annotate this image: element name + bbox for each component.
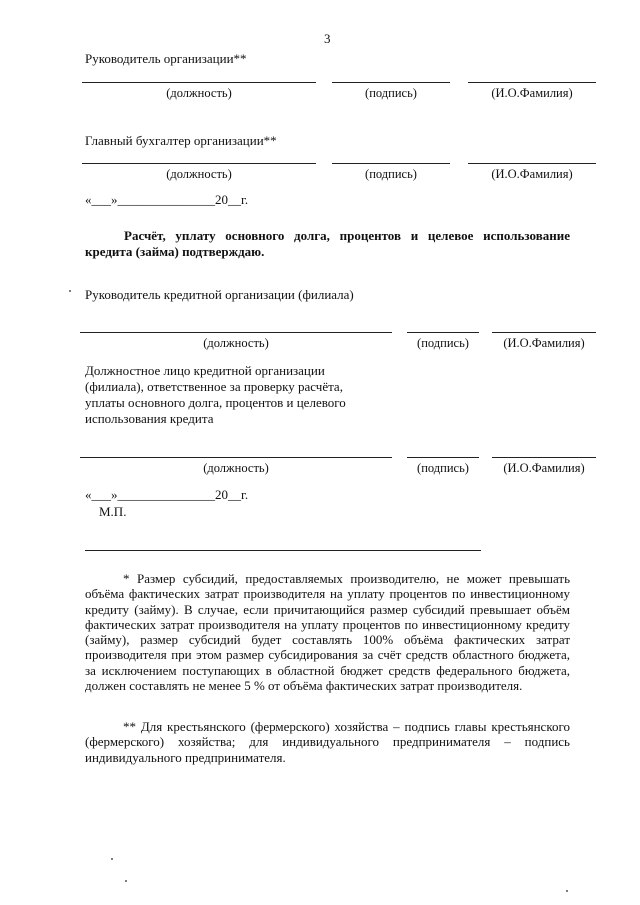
org-head-position-label: (должность)	[166, 86, 232, 100]
scan-speck	[69, 290, 71, 292]
official-name-line	[492, 457, 596, 458]
scan-speck	[111, 858, 113, 860]
confirm-text-line-2: кредита (займа) подтверждаю.	[85, 244, 265, 259]
date-line-1: «___»_______________20__г.	[85, 192, 249, 207]
footnote-1-text: * Размер субсидий, предоставляемых производителю, не может превышать объёма фактических затрат производителя на уплату процентов по инвестиционному кредиту (займу). В случае, если причитающийся размер субсидий превышает объём фактических затрат производителя на уплату процентов по инвестиционному кредиту (займу), размер субсидий будет составлять 100% объёма фактических затрат производителя при этом размер субсидирования за счёт средств областного бюджета, за исключением поступающих в областной бюджет средств федерального бюджета, должен составлять не менее 5 % от объёма фактических затрат производителя.	[85, 571, 570, 694]
official-position-line	[80, 457, 392, 458]
chief-accountant-name-label: (И.О.Фамилия)	[491, 167, 573, 181]
footnote-2	[85, 719, 570, 765]
org-head-signature-line	[332, 82, 450, 83]
official-name-label: (И.О.Фамилия)	[503, 461, 585, 475]
org-head-position-line	[82, 82, 316, 83]
official-signature-label: (подпись)	[417, 461, 469, 475]
official-heading-line-1: Должностное лицо кредитной организации	[85, 363, 325, 378]
credit-org-signature-line	[407, 332, 479, 333]
official-heading-line-3: уплаты основного долга, процентов и целевого	[85, 395, 346, 410]
scan-speck	[125, 880, 127, 882]
credit-org-signature-label: (подпись)	[417, 336, 469, 350]
page-number: 3	[324, 31, 331, 46]
official-signature-line	[407, 457, 479, 458]
scan-speck	[566, 890, 568, 892]
confirm-text-line-1: Расчёт, уплату основного долга, процентов и целевое использование	[124, 228, 570, 243]
credit-org-head-heading: Руководитель кредитной организации (филиала)	[85, 287, 354, 302]
org-head-signature-label: (подпись)	[365, 86, 417, 100]
org-head-heading: Руководитель организации**	[85, 51, 247, 66]
credit-org-position-label: (должность)	[203, 336, 269, 350]
footnote-1	[85, 571, 570, 693]
chief-accountant-heading: Главный бухгалтер организации**	[85, 133, 277, 148]
chief-accountant-signature-line	[332, 163, 450, 164]
org-head-name-label: (И.О.Фамилия)	[491, 86, 573, 100]
org-head-name-line	[468, 82, 596, 83]
chief-accountant-signature-label: (подпись)	[365, 167, 417, 181]
official-heading-line-2: (филиала), ответственное за проверку расчёта,	[85, 379, 343, 394]
credit-org-name-line	[492, 332, 596, 333]
official-heading-line-4: использования кредита	[85, 411, 214, 426]
chief-accountant-position-label: (должность)	[166, 167, 232, 181]
date-line-2: «___»_______________20__г.	[85, 487, 249, 502]
credit-org-position-line	[80, 332, 392, 333]
stamp-label: М.П.	[99, 504, 127, 519]
credit-org-name-label: (И.О.Фамилия)	[503, 336, 585, 350]
footnote-separator	[85, 550, 481, 551]
footnote-2-text: ** Для крестьянского (фермерского) хозяйства – подпись главы крестьянского (фермерского) хозяйства; для индивидуального предпринимателя – подпись индивидуального предпринимателя.	[85, 719, 570, 765]
official-position-label: (должность)	[203, 461, 269, 475]
chief-accountant-name-line	[468, 163, 596, 164]
chief-accountant-position-line	[82, 163, 316, 164]
